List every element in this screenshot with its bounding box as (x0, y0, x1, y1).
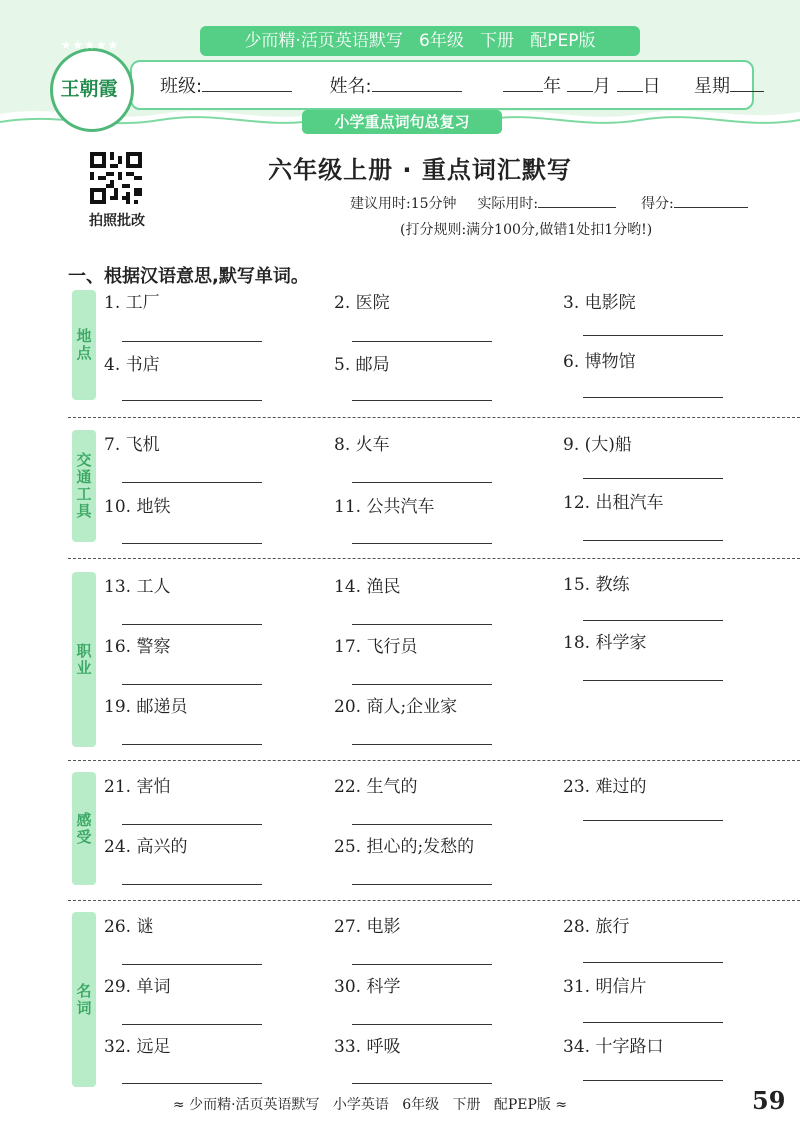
vocab-item: 18. 科学家 (563, 633, 647, 653)
answer-line[interactable] (583, 397, 723, 398)
vocab-item: 8. 火车 (334, 435, 390, 455)
year-field[interactable] (503, 73, 543, 92)
vocab-item: 31. 明信片 (563, 977, 647, 997)
week-label: 星期 (694, 76, 731, 97)
class-field[interactable] (202, 73, 292, 92)
vocab-item: 5. 邮局 (334, 355, 390, 375)
answer-line[interactable] (352, 1083, 492, 1084)
answer-line[interactable] (352, 624, 492, 625)
vocab-item: 4. 书店 (104, 355, 160, 375)
answer-line[interactable] (352, 964, 492, 965)
class-label: 班级: (160, 76, 203, 97)
actual-time-label: 实际用时: (477, 196, 539, 212)
week-field[interactable] (730, 73, 764, 92)
vocab-item: 32. 远足 (104, 1037, 171, 1057)
suggested-time: 建议用时:15分钟 (350, 196, 457, 212)
vocab-item: 34. 十字路口 (563, 1037, 664, 1057)
header-subtitle: 小学重点词句总复习 (302, 110, 502, 134)
answer-line[interactable] (122, 824, 262, 825)
logo-text: 王朝霞 (60, 78, 118, 100)
vocab-item: 23. 难过的 (563, 777, 647, 797)
vocab-item: 28. 旅行 (563, 917, 630, 937)
answer-line[interactable] (122, 744, 262, 745)
answer-line[interactable] (122, 400, 262, 401)
score-field[interactable] (674, 193, 748, 208)
answer-line[interactable] (352, 400, 492, 401)
vocab-item: 20. 商人;企业家 (334, 697, 458, 717)
vocab-item: 7. 飞机 (104, 435, 160, 455)
qr-code-icon[interactable] (90, 152, 142, 204)
vocab-item: 12. 出租汽车 (563, 493, 664, 513)
vocab-item: 17. 飞行员 (334, 637, 418, 657)
qr-caption: 拍照批改 (89, 213, 145, 229)
answer-line[interactable] (352, 543, 492, 544)
day-label: 日 (642, 76, 661, 97)
month-label: 月 (592, 76, 611, 97)
answer-line[interactable] (352, 341, 492, 342)
section-divider (68, 417, 800, 418)
answer-line[interactable] (352, 824, 492, 825)
answer-line[interactable] (583, 620, 723, 621)
vocab-item: 33. 呼吸 (334, 1037, 401, 1057)
year-label: 年 (543, 76, 562, 97)
vocab-item: 9. (大)船 (563, 435, 632, 455)
page-title: 六年级上册 · 重点词汇默写 (268, 156, 572, 184)
section-divider (68, 900, 800, 901)
vocab-item: 11. 公共汽车 (334, 497, 435, 517)
answer-line[interactable] (583, 478, 723, 479)
answer-line[interactable] (583, 962, 723, 963)
vocab-item: 27. 电影 (334, 917, 401, 937)
answer-line[interactable] (122, 624, 262, 625)
answer-line[interactable] (583, 820, 723, 821)
vocab-item: 16. 警察 (104, 637, 171, 657)
day-field[interactable] (617, 73, 643, 92)
vocab-item: 3. 电影院 (563, 293, 636, 313)
vocab-item: 30. 科学 (334, 977, 401, 997)
answer-line[interactable] (583, 680, 723, 681)
category-places: 地点 (72, 290, 96, 400)
answer-line[interactable] (352, 684, 492, 685)
vocab-item: 29. 单词 (104, 977, 171, 997)
answer-line[interactable] (583, 1080, 723, 1081)
answer-line[interactable] (122, 964, 262, 965)
vocab-item: 2. 医院 (334, 293, 390, 313)
vocab-item: 26. 谜 (104, 917, 154, 937)
answer-line[interactable] (122, 684, 262, 685)
category-jobs: 职业 (72, 572, 96, 747)
vocab-item: 25. 担心的;发愁的 (334, 837, 475, 857)
answer-line[interactable] (583, 1022, 723, 1023)
section-title: 一、根据汉语意思,默写单词。 (68, 266, 309, 287)
answer-line[interactable] (352, 482, 492, 483)
vocab-item: 1. 工厂 (104, 293, 160, 313)
student-info-row (160, 72, 764, 98)
answer-line[interactable] (352, 884, 492, 885)
scoring-rule: (打分规则:满分100分,做错1处扣1分哟!) (400, 222, 653, 238)
answer-line[interactable] (352, 1024, 492, 1025)
footer-text: ≈ 少而精·活页英语默写 小学英语 6年级 下册 配PEP版 ≈ (172, 1097, 568, 1113)
vocab-item: 19. 邮递员 (104, 697, 188, 717)
answer-line[interactable] (122, 482, 262, 483)
vocab-item: 15. 教练 (563, 575, 630, 595)
vocab-item: 21. 害怕 (104, 777, 171, 797)
vocab-item: 24. 高兴的 (104, 837, 188, 857)
actual-time-field[interactable] (538, 193, 616, 208)
name-field[interactable] (372, 73, 462, 92)
answer-line[interactable] (122, 543, 262, 544)
vocab-item: 10. 地铁 (104, 497, 171, 517)
section-divider (68, 558, 800, 559)
logo-stars-icon: ★★★★★ (60, 38, 120, 52)
vocab-item: 6. 博物馆 (563, 352, 636, 372)
category-transport: 交通工具 (72, 430, 96, 542)
answer-line[interactable] (122, 1083, 262, 1084)
name-label: 姓名: (329, 76, 372, 97)
score-label: 得分: (641, 196, 674, 212)
vocab-item: 14. 渔民 (334, 577, 401, 597)
category-feelings: 感受 (72, 772, 96, 885)
time-score-row (350, 193, 748, 213)
section-divider (68, 760, 800, 761)
answer-line[interactable] (122, 341, 262, 342)
header-title: 少而精·活页英语默写 6年级 下册 配PEP版 (200, 26, 640, 56)
vocab-item: 22. 生气的 (334, 777, 418, 797)
vocab-item: 13. 工人 (104, 577, 171, 597)
month-field[interactable] (567, 73, 593, 92)
page-number: 59 (752, 1086, 786, 1115)
answer-line[interactable] (122, 1024, 262, 1025)
answer-line[interactable] (583, 335, 723, 336)
answer-line[interactable] (583, 540, 723, 541)
category-nouns: 名词 (72, 912, 96, 1087)
answer-line[interactable] (122, 884, 262, 885)
answer-line[interactable] (352, 744, 492, 745)
